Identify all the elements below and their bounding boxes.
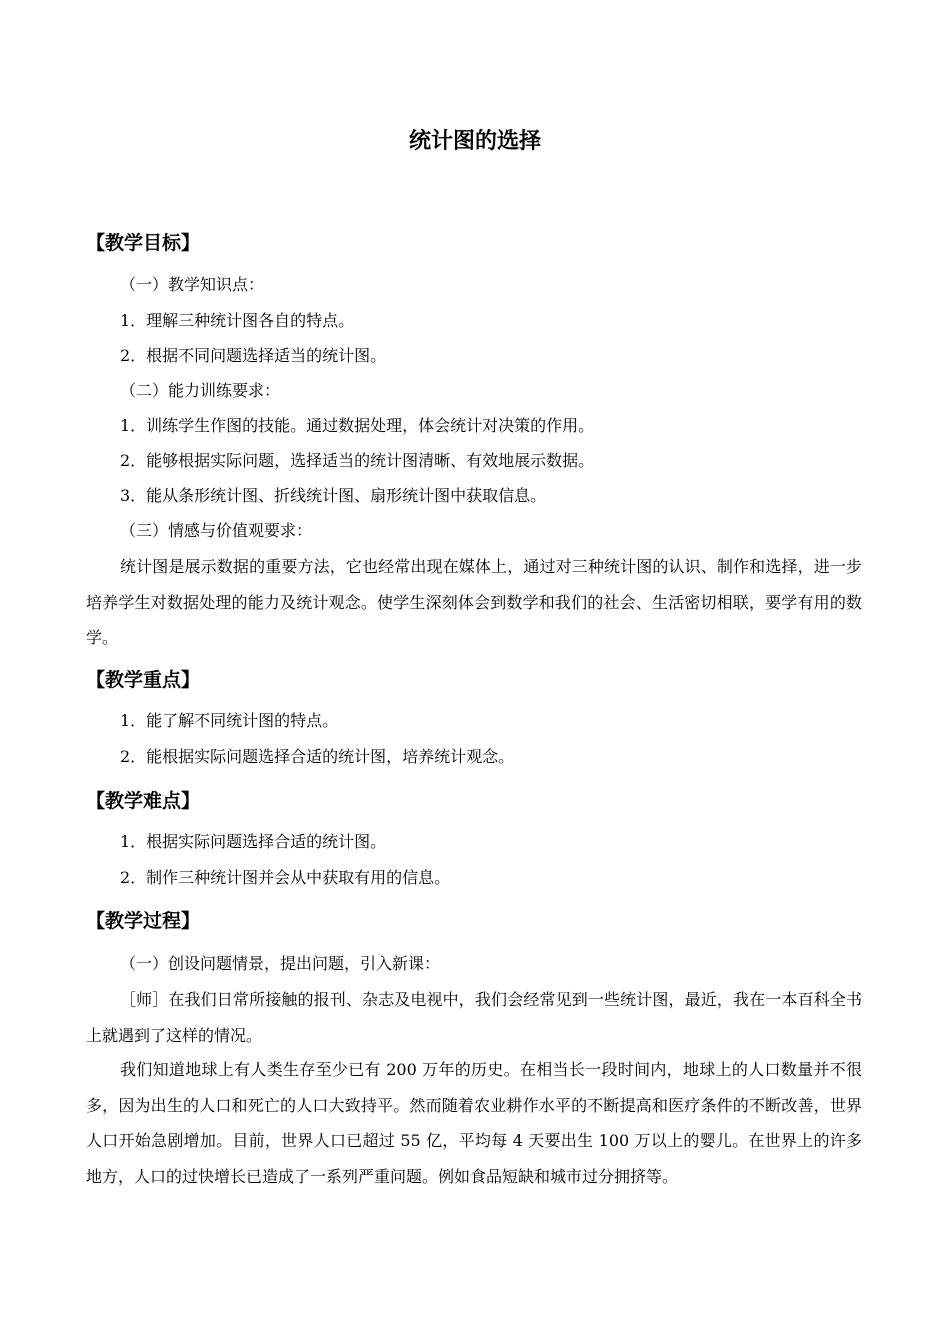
ability-item: 2．能够根据实际问题，选择适当的统计图清晰、有效地展示数据。 — [120, 451, 595, 470]
ability-item: 3．能从条形统计图、折线统计图、扇形统计图中获取信息。 — [120, 486, 547, 505]
document-title: 统计图的选择 — [408, 129, 541, 154]
ability-label: （二）能力训练要求： — [120, 381, 281, 400]
difficulties-heading: 【教学难点】 — [86, 790, 201, 812]
knowledge-item: 2．根据不同问题选择适当的统计图。 — [120, 346, 387, 365]
difficulty-item: 2．制作三种统计图并会从中获取有用的信息。 — [120, 868, 451, 887]
key-point-item: 2．能根据实际问题选择合适的统计图，培养统计观念。 — [120, 747, 515, 766]
key-point-item: 1．能了解不同统计图的特点。 — [120, 711, 339, 730]
emotion-paragraph: 统计图是展示数据的重要方法，它也经常出现在媒体上，通过对三种统计图的认识、制作和选择，进一步培养学生对数据处理的能力及统计观念。使学生深刻体会到数学和我们的社会、生活密切相联，要学有用的数学。 — [86, 557, 862, 647]
knowledge-item: 1．理解三种统计图各自的特点。 — [120, 311, 355, 330]
objectives-heading: 【教学目标】 — [86, 232, 201, 254]
emotion-label: （三）情感与价值观要求： — [120, 521, 313, 540]
key-points-heading: 【教学重点】 — [86, 669, 201, 691]
process-step-label: （一）创设问题情景，提出问题，引入新课： — [120, 954, 441, 973]
knowledge-label: （一）教学知识点： — [120, 275, 265, 294]
population-paragraph: 我们知道地球上有人类生存至少已有 200 万年的历史。在相当长一段时间内，地球上的人口数量并不很多，因为出生的人口和死亡的人口大致持平。然而随着农业耕作水平的不断提高和医疗条件的不断改善，世界人口开始急剧增加。目前，世界人口已超过 55 亿，平均每 4 天要出生 100 万以上的婴儿。在世界上的许多地方，人口的过快增长已造成了一系列严重问题。例如食品短缺和城市过分拥挤等。 — [86, 1060, 862, 1186]
process-heading: 【教学过程】 — [86, 910, 201, 932]
teacher-paragraph: ［师］在我们日常所接触的报刊、杂志及电视中，我们会经常见到一些统计图，最近，我在一本百科全书上就遇到了这样的情况。 — [86, 990, 862, 1045]
difficulty-item: 1．根据实际问题选择合适的统计图。 — [120, 832, 387, 851]
ability-item: 1．训练学生作图的技能。通过数据处理，体会统计对决策的作用。 — [120, 416, 595, 435]
